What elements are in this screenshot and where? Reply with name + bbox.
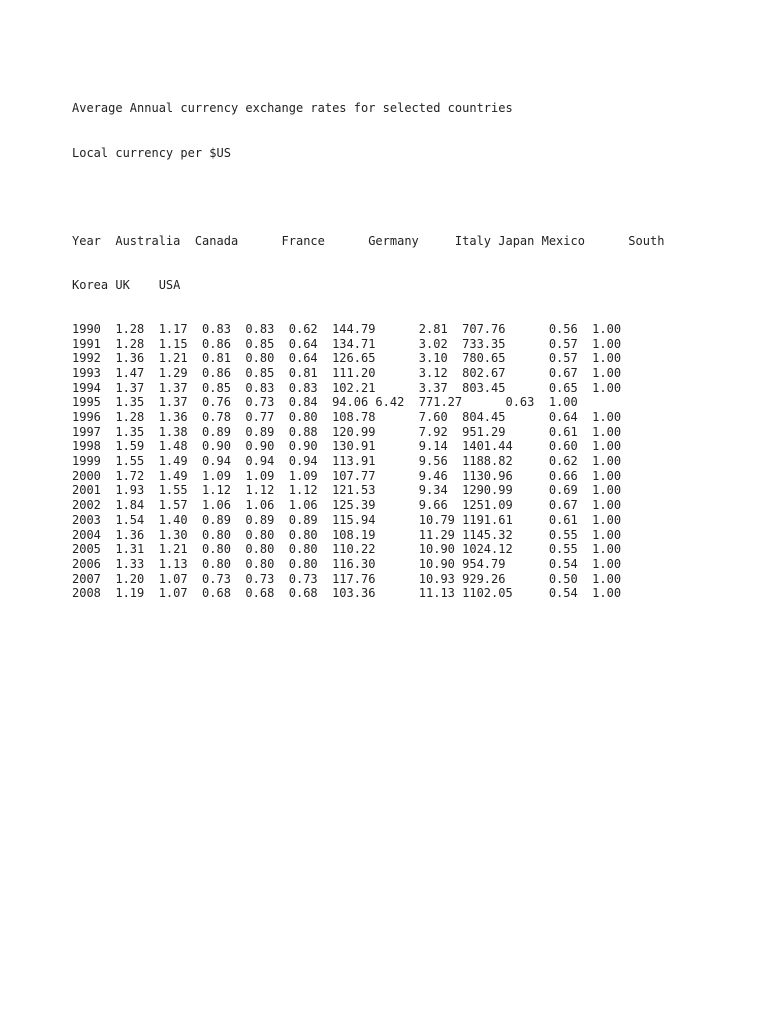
table-row: 1997 1.35 1.38 0.89 0.89 0.88 120.99 7.92 951.29 0.61 1.00 (72, 424, 622, 439)
table-row: 2008 1.19 1.07 0.68 0.68 0.68 103.36 11.13 1102.05 0.54 1.00 (72, 586, 622, 601)
blank-line (72, 190, 664, 205)
table-row: 2004 1.36 1.30 0.80 0.80 0.80 108.19 11.29 1145.32 0.55 1.00 (72, 527, 622, 542)
table-row: 1996 1.28 1.36 0.78 0.77 0.80 108.78 7.60 804.45 0.64 1.00 (72, 410, 622, 424)
table-header-line-2: Korea UK USA (72, 277, 181, 292)
table-row: 2000 1.72 1.49 1.09 1.09 1.09 107.77 9.46 1130.96 0.66 1.00 (72, 468, 622, 483)
table-row: 1995 1.35 1.37 0.76 0.73 0.84 94.06 6.42 771.27 0.63 1.00 (72, 395, 578, 410)
table-row: 1993 1.47 1.29 0.86 0.85 0.81 111.20 3.12 802.67 0.67 1.00 (72, 365, 622, 380)
document-text (72, 72, 664, 630)
document-title: Average Annual currency exchange rates for selected countries (72, 101, 513, 116)
table-row: 1991 1.28 1.15 0.86 0.85 0.64 134.71 3.02 733.35 0.57 1.00 (72, 336, 622, 351)
table-header-line-1: Year Australia Canada France Germany Italy Japan Mexico South (72, 233, 665, 248)
table-body (72, 322, 664, 601)
table-row: 2007 1.20 1.07 0.73 0.73 0.73 117.76 10.93 929.26 0.50 1.00 (72, 571, 622, 586)
table-row: 1999 1.55 1.49 0.94 0.94 0.94 113.91 9.56 1188.82 0.62 1.00 (72, 454, 622, 469)
table-row: 2005 1.31 1.21 0.80 0.80 0.80 110.22 10.90 1024.12 0.55 1.00 (72, 542, 622, 557)
table-row: 2001 1.93 1.55 1.12 1.12 1.12 121.53 9.34 1290.99 0.69 1.00 (72, 483, 622, 498)
table-row: 1992 1.36 1.21 0.81 0.80 0.64 126.65 3.10 780.65 0.57 1.00 (72, 351, 622, 366)
table-row: 1990 1.28 1.17 0.83 0.83 0.62 144.79 2.81 707.76 0.56 1.00 (72, 321, 622, 336)
table-row: 2003 1.54 1.40 0.89 0.89 0.89 115.94 10.79 1191.61 0.61 1.00 (72, 512, 622, 527)
table-row: 2002 1.84 1.57 1.06 1.06 1.06 125.39 9.66 1251.09 0.67 1.00 (72, 498, 622, 513)
table-row: 2006 1.33 1.13 0.80 0.80 0.80 116.30 10.90 954.79 0.54 1.00 (72, 556, 622, 571)
table-row: 1994 1.37 1.37 0.85 0.83 0.83 102.21 3.37 803.45 0.65 1.00 (72, 380, 622, 395)
table-row: 1998 1.59 1.48 0.90 0.90 0.90 130.91 9.14 1401.44 0.60 1.00 (72, 439, 622, 454)
document-subtitle: Local currency per $US (72, 145, 231, 160)
